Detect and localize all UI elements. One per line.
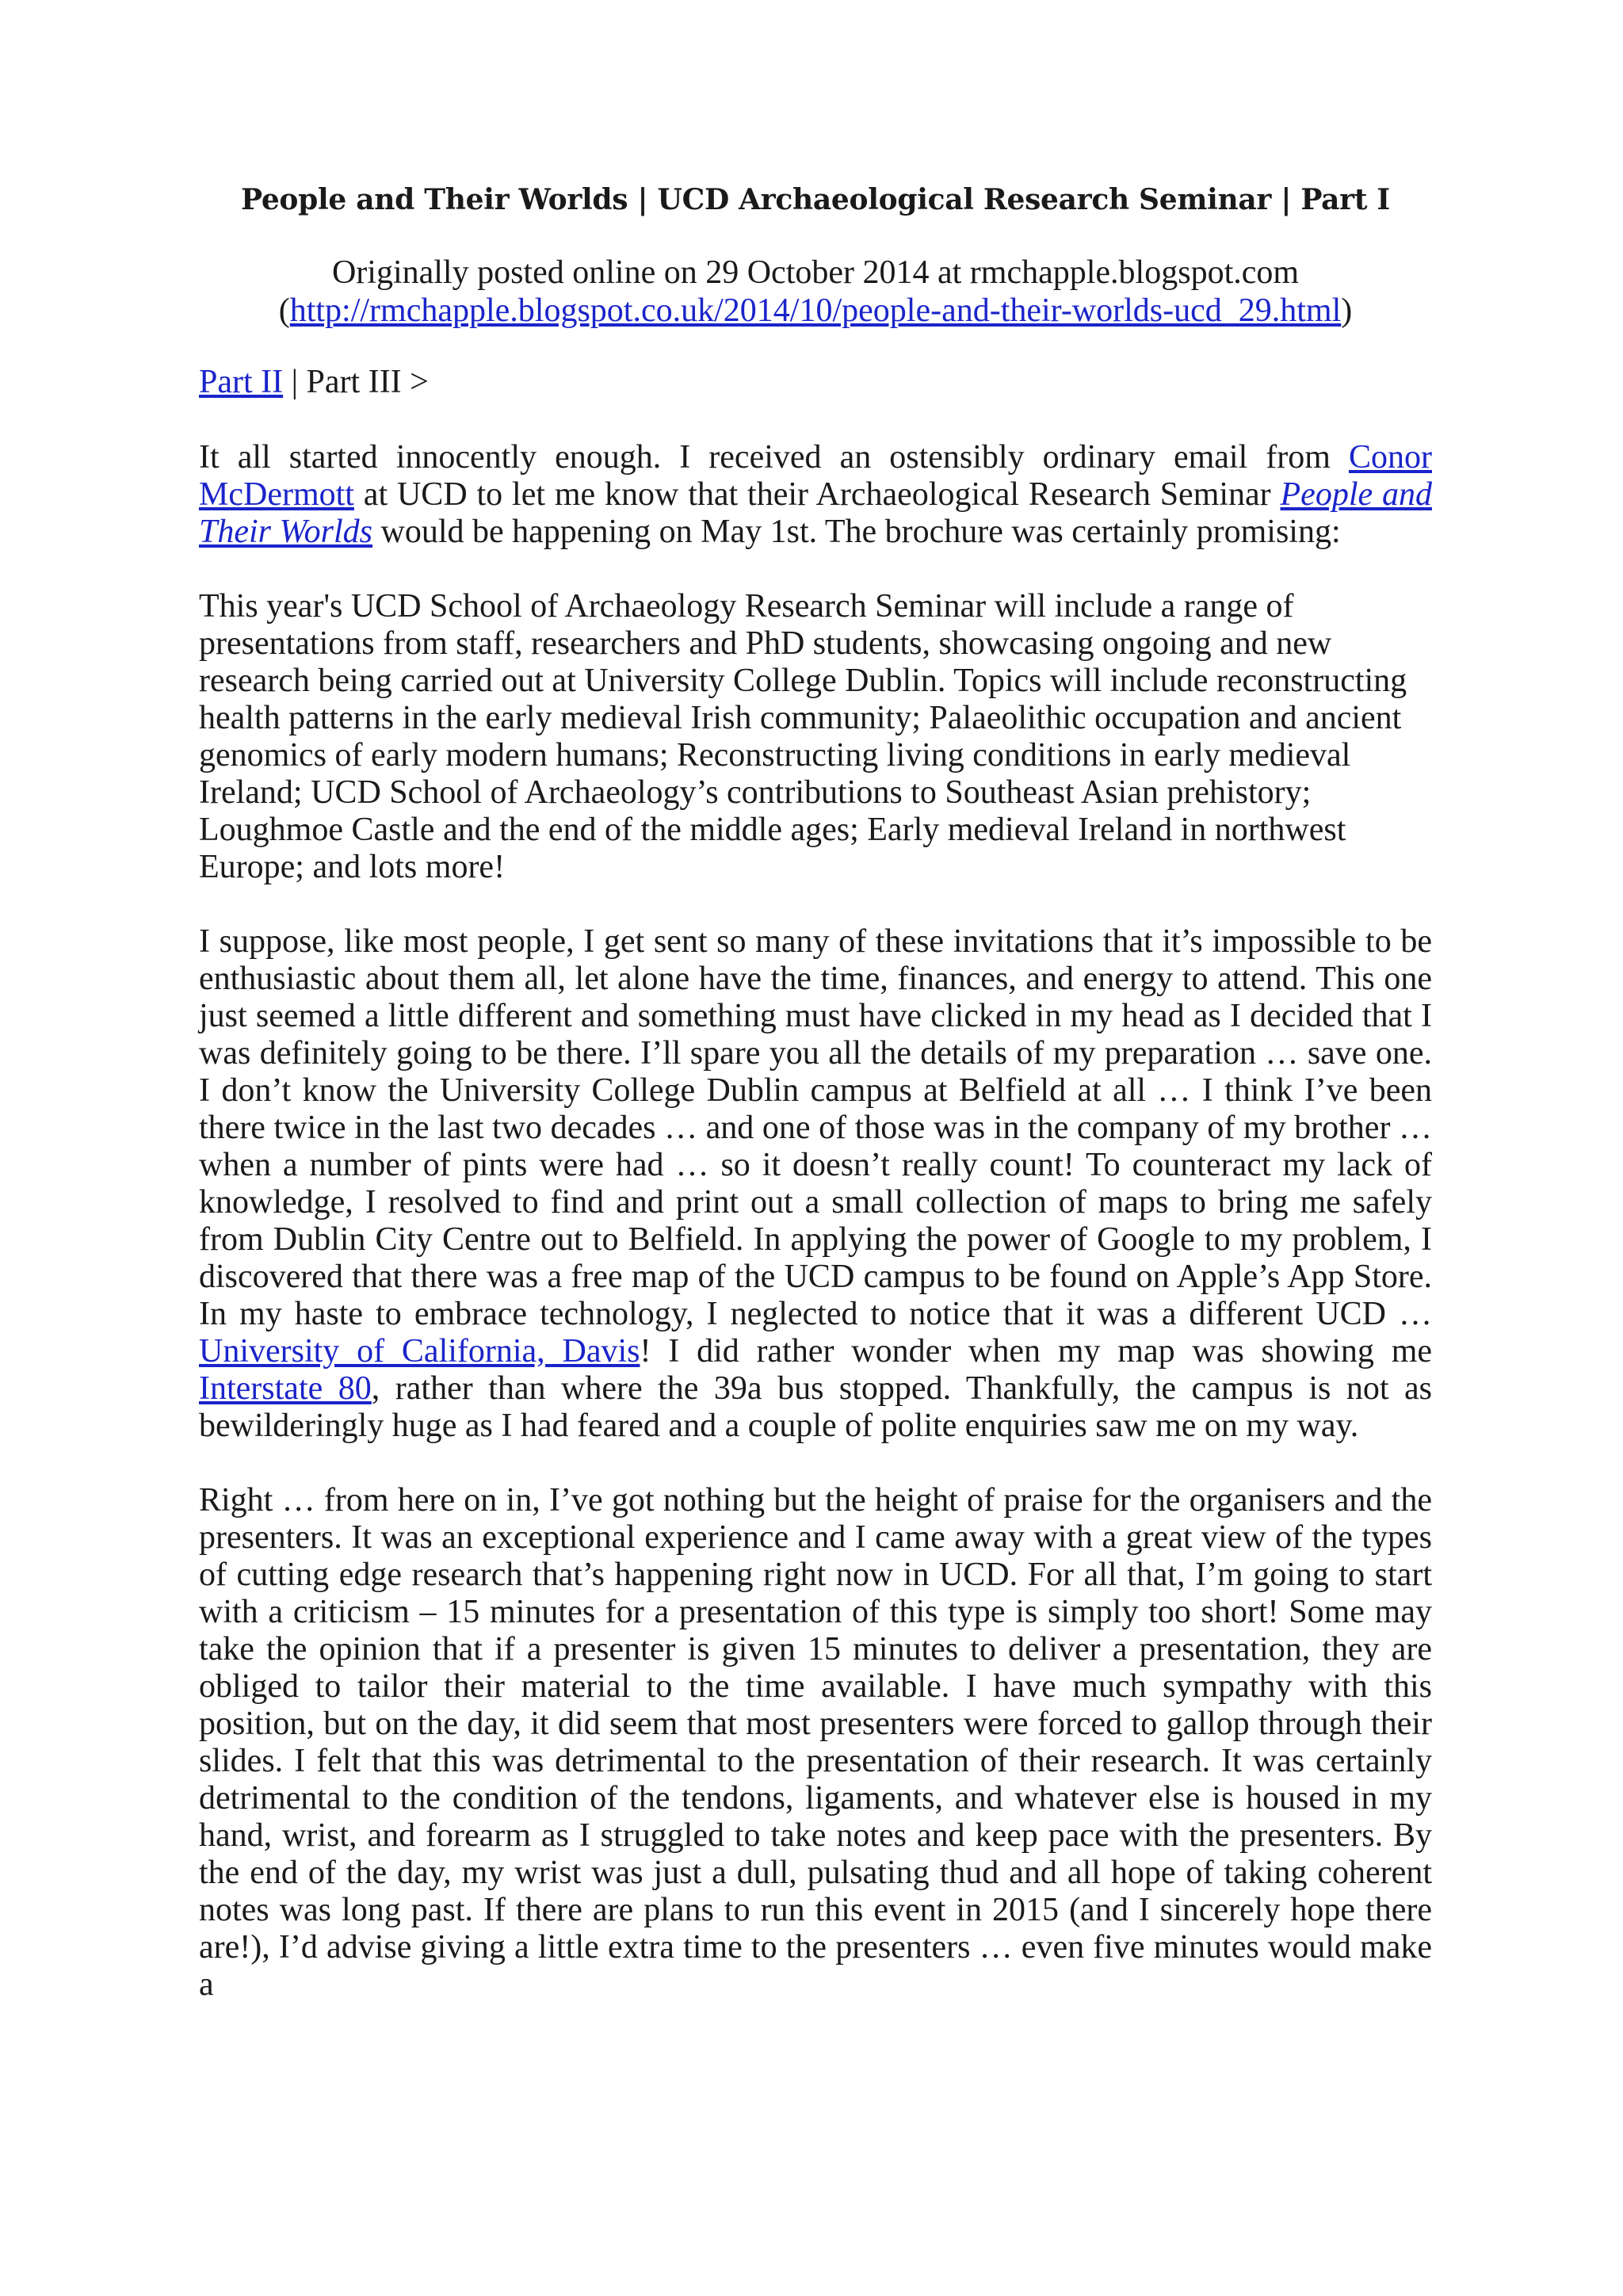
- paragraph-criticism: Right … from here on in, I’ve got nothing but the height of praise for the organisers and the presenters. It was an exceptional experience and I came away with a great view of the types of cutting edge research that’s happening right now in UCD. For all that, I’m going to start with a criticism – 15 minutes for a presentation of this type is simply too short! Some may take the opinion that if a presenter is given 15 minutes to deliver a presentation, they are obliged to tailor their material to the time available. I have much sympathy with this position, but on the day, it did seem that most presenters were forced to gallop through their slides. I felt that this was detrimental to the presentation of their research. It was certainly detrimental to the condition of the tendons, ligaments, and whatever else is housed in my hand, wrist, and forearm as I struggled to take notes and keep pace with the presenters. By the end of the day, my wrist was just a dull, pulsating thud and all hope of taking coherent notes was long past. If there are plans to run this event in 2015 (and I sincerely hope there are!), I’d advise giving a little extra time to the presenters … even five minutes would make a: [199, 1482, 1432, 2003]
- seminar-link-text: People and Their Worlds: [199, 476, 1432, 550]
- paragraph-text: would be happening on May 1st. The brochure was certainly promising:: [372, 514, 1341, 550]
- paragraph-intro: [199, 439, 1432, 551]
- interstate-80-link[interactable]: Interstate 80: [199, 1370, 372, 1407]
- paragraph-text: I suppose, like most people, I get sent so many of these invitations that it’s impossible to be enthusiastic about them all, let alone have the time, finances, and energy to attend. This one just seemed a little different and something must have clicked in my head as I decided that I was definitely going to be there. I’ll spare you all the details of my preparation … save one. I don’t know the University College Dublin campus at Belfield at all … I think I’ve been there twice in the last two decades … and one of those was in the company of my brother … when a number of pints were had … so it doesn’t really count! To counteract my lack of knowledge, I resolved to find and print out a small collection of maps to bring me safely from Dublin City Centre out to Belfield. In applying the power of Google to my problem, I discovered that there was a free map of the UCD campus to be found on Apple’s App Store. In my haste to embrace technology, I neglected to notice that it was a different UCD …: [199, 923, 1432, 1332]
- source-url-link[interactable]: http://rmchapple.blogspot.co.uk/2014/10/people-and-their-worlds-ucd_29.html: [289, 292, 1342, 329]
- paragraph-text: It all started innocently enough. I received an ostensibly ordinary email from: [199, 439, 1349, 476]
- uc-davis-link[interactable]: University of California, Davis: [199, 1333, 640, 1370]
- posted-line: Originally posted online on 29 October 2014 at rmchapple.blogspot.com: [331, 254, 1300, 291]
- part-3-label: | Part III >: [283, 364, 429, 400]
- paren-open: (: [278, 292, 290, 329]
- paren-close: ): [1341, 292, 1353, 329]
- conor-mcdermott-link[interactable]: Conor McDermott: [199, 439, 1432, 513]
- document-title: People and Their Worlds | UCD Archaeological Research Seminar | Part I: [241, 183, 1390, 216]
- part-navigation: [199, 363, 1432, 401]
- brochure-quote: This year's UCD School of Archaeology Research Seminar will include a range of presentations from staff, researchers and PhD students, showcasing ongoing and new research being carried out at University College Dublin. Topics will include reconstructing health patterns in the early medieval Irish community; Palaeolithic occupation and ancient genomics of early modern humans; Reconstructing living conditions in early medieval Ireland; UCD School of Archaeology’s contributions to Southeast Asian prehistory; Loughmoe Castle and the end of the middle ages; Early medieval Ireland in northwest Europe; and lots more!: [199, 588, 1407, 885]
- posted-info: [199, 254, 1432, 330]
- posted-url-line: [199, 292, 1432, 330]
- paragraph-text: ! I did rather wonder when my map was showing me: [640, 1333, 1432, 1370]
- paragraph-text: , rather than where the 39a bus stopped. Thankfully, the campus is not as bewilderingly huge as I had feared and a couple of polite enquiries saw me on my way.: [199, 1370, 1433, 1444]
- document-page: [199, 181, 1432, 2041]
- paragraph-text: at UCD to let me know that their Archaeological Research Seminar: [353, 476, 1281, 513]
- paragraph-preparation: [199, 923, 1432, 1445]
- part-2-link[interactable]: Part II: [199, 364, 284, 400]
